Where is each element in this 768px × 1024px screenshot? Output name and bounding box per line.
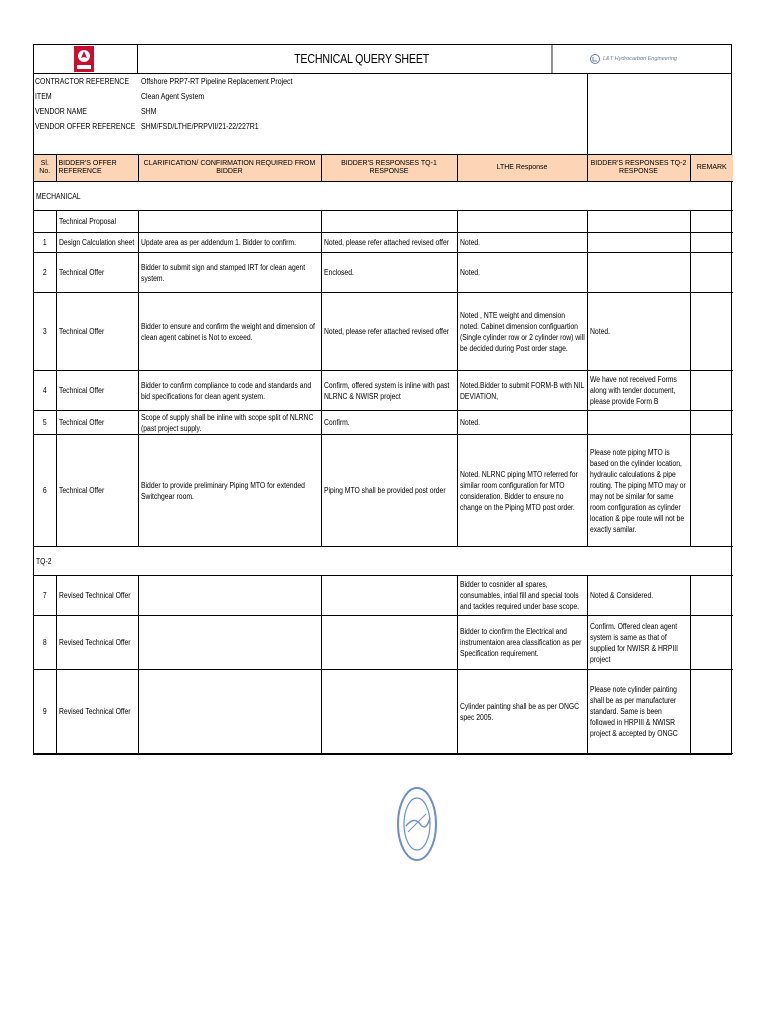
cell-text: Noted. — [459, 268, 480, 277]
cell-text: Noted, please refer attached revised offer — [323, 238, 449, 247]
table-cell — [587, 293, 690, 371]
table-cell — [321, 616, 457, 670]
table-cell — [587, 233, 690, 253]
page-title: TECHNICAL QUERY SHEET — [172, 45, 553, 73]
table-cell — [321, 371, 457, 411]
info-value: Offshore PRP7-RT Pipeline Replacement Project — [141, 76, 293, 87]
table-cell — [56, 371, 138, 411]
cell-text: Bidder to provide preliminary Piping MTO for extended Switchgear room. — [140, 480, 305, 501]
column-header: BIDDER'S RESPONSES TQ-2 RESPONSE — [587, 155, 690, 182]
table-cell — [34, 293, 56, 371]
table-cell — [690, 411, 733, 435]
cell-text: Please note cylinder painting shall be as per manufacturer standard. Same is been followed in HRPIII & NWISR project & accepted by ONGC — [589, 685, 678, 738]
info-label: ITEM — [35, 91, 52, 102]
approval-stamp-icon — [396, 786, 438, 862]
table-cell — [138, 576, 321, 616]
info-value: SHM — [141, 106, 157, 117]
table-cell — [56, 616, 138, 670]
table-cell — [56, 233, 138, 253]
info-row — [34, 104, 587, 119]
cell-text: Revised Technical Offer — [58, 638, 131, 647]
cell-text: Bidder to confirm compliance to code and standards and bid specifications for clean agent system. — [140, 380, 311, 401]
table-cell — [34, 576, 56, 616]
table-row — [34, 293, 733, 371]
cell-text: 1 — [42, 238, 47, 247]
cell-text: 3 — [42, 327, 47, 336]
cell-text: Noted. — [459, 418, 480, 427]
info-value: Clean Agent System — [141, 91, 205, 102]
reference-info — [34, 74, 731, 155]
column-header-row — [34, 155, 733, 182]
column-header: LTHE Response — [457, 155, 587, 182]
cell-text: Piping MTO shall be provided post order — [323, 486, 446, 495]
table-cell — [138, 411, 321, 435]
cell-text: Noted.Bidder to submit FORM-B with NIL DEVIATION, — [459, 380, 584, 401]
cell-text: Bidder to ensure and confirm the weight and dimension of clean agent cabinet is Not to exceed. — [140, 321, 315, 342]
cell-text: Technical Offer — [58, 268, 104, 277]
table-cell — [321, 435, 457, 547]
table-cell — [321, 576, 457, 616]
cell-text: Enclosed. — [323, 268, 354, 277]
cell-text: Bidder to cionfirm the Electrical and instrumentaion area classification as per Specification requirement. — [459, 627, 581, 658]
table-cell — [690, 233, 733, 253]
table-cell — [56, 411, 138, 435]
table-cell — [34, 233, 56, 253]
cell-text: Confirm. — [323, 418, 350, 427]
cell-text: Technical Offer — [58, 327, 104, 336]
table-row — [34, 211, 733, 233]
cell-text: Technical Offer — [58, 486, 104, 495]
ongc-logo-cell — [34, 45, 138, 73]
table-cell — [690, 253, 733, 293]
cell-text: Please note piping MTO is based on the cylinder location, hydraulic calculations & pipe routing. The piping MTO may or may not be similar for same room configuration as cylinder location & pipe route will not be exactly samilar. — [589, 447, 686, 534]
cell-text: Noted & Considered. — [589, 591, 653, 600]
table-cell — [321, 411, 457, 435]
table-cell — [321, 253, 457, 293]
table-cell — [34, 211, 56, 233]
column-header: Sl. No. — [34, 155, 56, 182]
query-table — [34, 155, 733, 754]
table-cell — [457, 293, 587, 371]
table-cell — [457, 435, 587, 547]
cell-text: 7 — [42, 591, 47, 600]
table-cell — [321, 211, 457, 233]
table-row — [34, 435, 733, 547]
table-cell — [457, 211, 587, 233]
table-cell — [138, 616, 321, 670]
table-cell — [138, 435, 321, 547]
info-row — [34, 74, 587, 89]
table-cell — [457, 411, 587, 435]
table-row — [34, 670, 733, 754]
table-cell — [690, 211, 733, 233]
table-cell — [56, 670, 138, 754]
cell-text: Scope of supply shall be inline with scope split of NLRNC (past project supply. — [140, 412, 313, 433]
table-cell — [690, 576, 733, 616]
info-row — [34, 89, 587, 104]
table-cell — [34, 371, 56, 411]
section-header-row — [34, 547, 733, 576]
cell-text: Noted, please refer attached revised offer — [323, 327, 449, 336]
table-row — [34, 616, 733, 670]
table-cell — [457, 670, 587, 754]
cell-text: Technical Offer — [58, 386, 104, 395]
section-title: MECHANICAL — [36, 191, 81, 201]
cell-text: 5 — [42, 418, 47, 427]
table-cell — [34, 411, 56, 435]
sheet-header — [34, 45, 731, 74]
info-value: SHM/FSD/LTHE/PRPVII/21-22/227R1 — [141, 121, 259, 132]
table-cell — [587, 253, 690, 293]
table-cell — [56, 576, 138, 616]
table-cell — [138, 211, 321, 233]
table-cell — [56, 211, 138, 233]
column-header: BIDDER'S OFFER REFERENCE — [56, 155, 138, 182]
info-label: VENDOR OFFER REFERENCE — [35, 121, 136, 132]
column-header: BIDDER'S RESPONSES TQ-1 RESPONSE — [321, 155, 457, 182]
table-cell — [587, 371, 690, 411]
table-cell — [457, 233, 587, 253]
cell-text: We have not received Forms along with tender document, please provide Form B — [589, 375, 677, 406]
cell-text: Confirm, offered system is inline with past NLRNC & NWISR project — [323, 380, 449, 401]
table-cell — [321, 293, 457, 371]
table-cell — [690, 670, 733, 754]
table-cell — [56, 293, 138, 371]
table-cell — [138, 253, 321, 293]
info-row — [34, 119, 587, 134]
table-cell — [138, 670, 321, 754]
table-cell — [56, 435, 138, 547]
cell-text: 6 — [42, 486, 47, 495]
cell-text: 9 — [42, 707, 47, 716]
lt-logo-text: L&T Hydrocarbon Engineering — [603, 56, 677, 62]
cell-text: Confirm. Offered clean agent system is same as that of supplied for NWISR & HRPIII project — [589, 621, 678, 664]
cell-text: Noted. — [589, 327, 610, 336]
table-cell — [34, 616, 56, 670]
lt-logo — [586, 45, 731, 73]
info-label: VENDOR NAME — [35, 106, 87, 117]
cell-text: Technical Proposal — [58, 217, 116, 226]
cell-text: Noted. NLRNC piping MTO referred for similar room configuration for MTO consideration. Bidder to ensure no change on the Piping MTO post order. — [459, 469, 578, 512]
table-row — [34, 411, 733, 435]
table-cell — [587, 670, 690, 754]
cell-text: Update area as per addendum 1. Bidder to confirm. — [140, 238, 296, 247]
table-cell — [34, 670, 56, 754]
table-row — [34, 233, 733, 253]
table-cell — [138, 371, 321, 411]
cell-text: Noted , NTE weight and dimension noted. Cabinet dimension configuartion (Single cylinder row or 2 cylinder row) will be decided during Post order stage. — [459, 310, 585, 353]
table-cell — [457, 616, 587, 670]
table-cell — [138, 233, 321, 253]
table-row — [34, 253, 733, 293]
cell-text: Cylinder painting shall be as per ONGC spec 2005. — [459, 701, 579, 722]
cell-text: 4 — [42, 386, 47, 395]
table-cell — [56, 253, 138, 293]
table-row — [34, 576, 733, 616]
info-label: CONTRACTOR REFERENCE — [35, 76, 129, 87]
table-cell — [321, 670, 457, 754]
cell-text: 2 — [42, 268, 47, 277]
cell-text: 8 — [42, 638, 47, 647]
ongc-logo-icon — [74, 46, 94, 72]
table-cell — [457, 253, 587, 293]
cell-text: Revised Technical Offer — [58, 707, 131, 716]
cell-text: Technical Offer — [58, 418, 104, 427]
technical-query-sheet — [33, 44, 732, 755]
column-header: CLARIFICATION/ CONFIRMATION REQUIRED FROM BIDDER — [138, 155, 321, 182]
table-cell — [138, 293, 321, 371]
section-header-row — [34, 182, 733, 211]
cell-text: Noted. — [459, 238, 480, 247]
table-row — [34, 371, 733, 411]
table-cell — [690, 435, 733, 547]
table-cell — [587, 211, 690, 233]
cell-text: Bidder to submit sign and stamped IRT for clean agent system. — [140, 262, 305, 283]
column-header: REMARK — [690, 155, 733, 182]
table-cell — [690, 293, 733, 371]
table-cell — [587, 435, 690, 547]
table-cell — [321, 233, 457, 253]
table-cell — [34, 253, 56, 293]
table-cell — [587, 411, 690, 435]
table-cell — [587, 616, 690, 670]
cell-text: Bidder to cosnider all spares, consumables, intial fill and special tools and tackles required under base scope. — [459, 580, 579, 611]
table-cell — [457, 371, 587, 411]
section-title: TQ-2 — [36, 556, 52, 566]
table-cell — [587, 576, 690, 616]
table-cell — [457, 576, 587, 616]
table-cell — [34, 435, 56, 547]
cell-text: Revised Technical Offer — [58, 591, 131, 600]
lt-logo-icon — [590, 54, 600, 64]
table-cell — [690, 616, 733, 670]
table-cell — [690, 371, 733, 411]
cell-text: Design Calculation sheet — [58, 238, 134, 247]
